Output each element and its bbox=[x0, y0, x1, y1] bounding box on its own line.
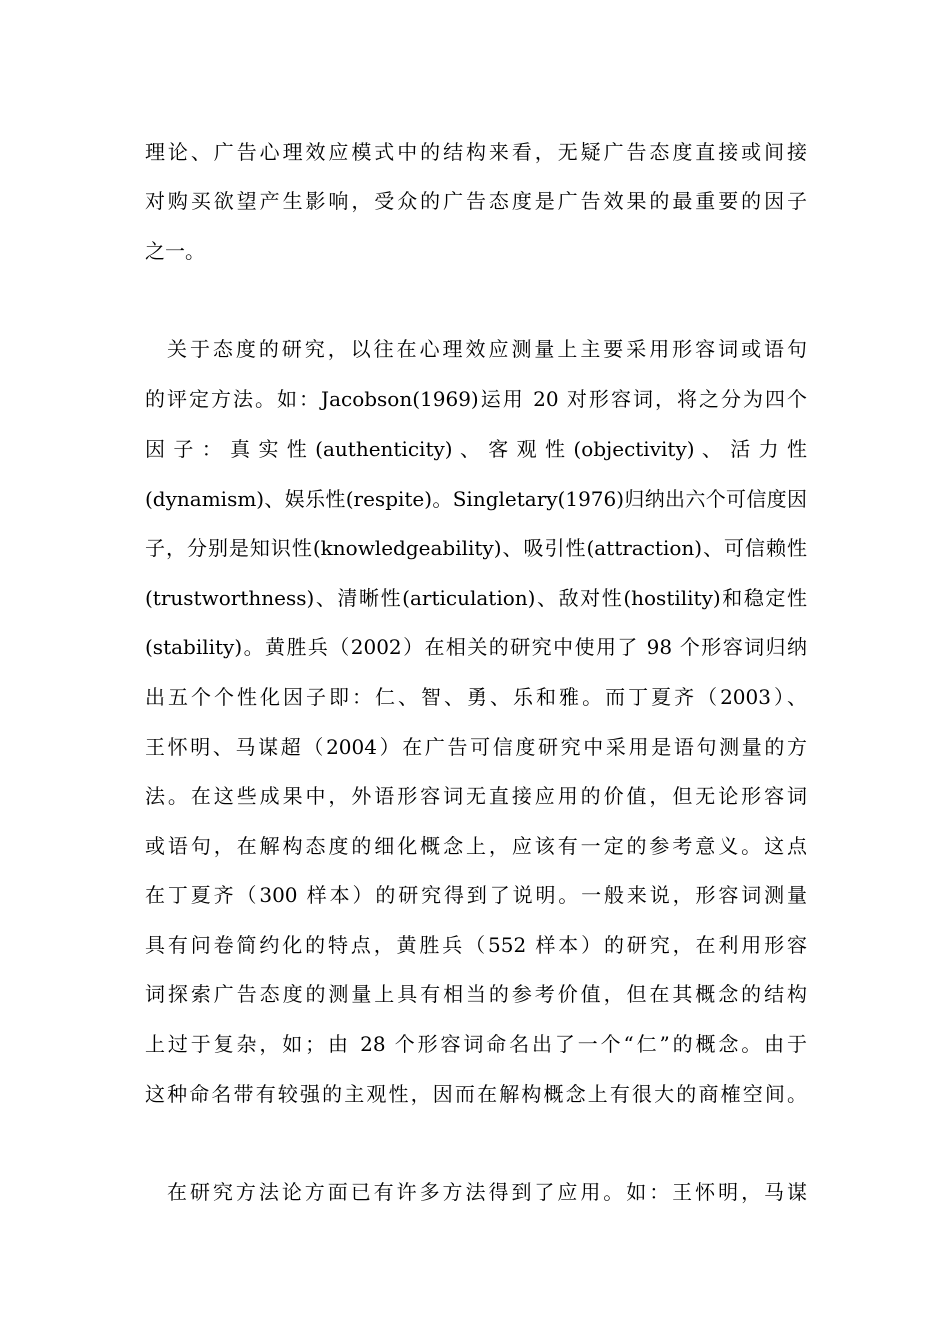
paragraph-2-line-5: 子，分别是知识性(knowledgeability)、吸引性(attraction)、可信赖性 bbox=[145, 536, 807, 560]
paragraph-2-line-3: 因 子 ： 真 实 性 (authenticity) 、 客 观 性 (objectivity) 、 活 力 性 bbox=[145, 437, 807, 461]
paragraph-2-line-16: 这种命名带有较强的主观性，因而在解构概念上有很大的商榷空间。 bbox=[145, 1082, 807, 1106]
paragraph-2-line-1: 关于态度的研究，以往在心理效应测量上主要采用形容词或语句 bbox=[167, 337, 807, 361]
paragraph-2-line-9: 王怀明、马谋超（2004）在广告可信度研究中采用是语句测量的方 bbox=[145, 735, 807, 759]
paragraph-2-line-11: 或语句，在解构态度的细化概念上，应该有一定的参考意义。这点 bbox=[145, 834, 807, 858]
paragraph-2-line-12: 在丁夏齐（300 样本）的研究得到了说明。一般来说，形容词测量 bbox=[145, 883, 807, 907]
paragraph-2-line-10: 法。在这些成果中，外语形容词无直接应用的价值，但无论形容词 bbox=[145, 784, 807, 808]
paragraph-2-line-4: (dynamism)、娱乐性(respite)。Singletary(1976)归纳出六个可信度因 bbox=[145, 487, 807, 511]
paragraph-2-line-2: 的评定方法。如：Jacobson(1969)运用 20 对形容词，将之分为四个 bbox=[145, 387, 807, 411]
paragraph-2-line-14: 词探索广告态度的测量上具有相当的参考价值，但在其概念的结构 bbox=[145, 982, 807, 1006]
paragraph-1-line-2: 对购买欲望产生影响，受众的广告态度是广告效果的最重要的因子 bbox=[145, 189, 807, 213]
paragraph-1-line-1: 理论、广告心理效应模式中的结构来看，无疑广告态度直接或间接 bbox=[145, 140, 807, 164]
paragraph-3-line-1: 在研究方法论方面已有许多方法得到了应用。如：王怀明，马谋 bbox=[167, 1180, 807, 1204]
paragraph-2-line-8: 出五个个性化因子即：仁、智、勇、乐和雅。而丁夏齐（2003）、 bbox=[145, 685, 807, 709]
paragraph-2-line-7: (stability)。黄胜兵（2002）在相关的研究中使用了 98 个形容词归纳 bbox=[145, 635, 807, 659]
paragraph-1-line-3: 之一。 bbox=[145, 239, 205, 263]
paragraph-2-line-15: 上过于复杂，如；由 28 个形容词命名出了一个“仁”的概念。由于 bbox=[145, 1032, 807, 1056]
paragraph-2-line-6: (trustworthness)、清晰性(articulation)、敌对性(hostility)和稳定性 bbox=[145, 586, 807, 610]
paragraph-2-line-13: 具有问卷简约化的特点，黄胜兵（552 样本）的研究，在利用形容 bbox=[145, 933, 807, 957]
